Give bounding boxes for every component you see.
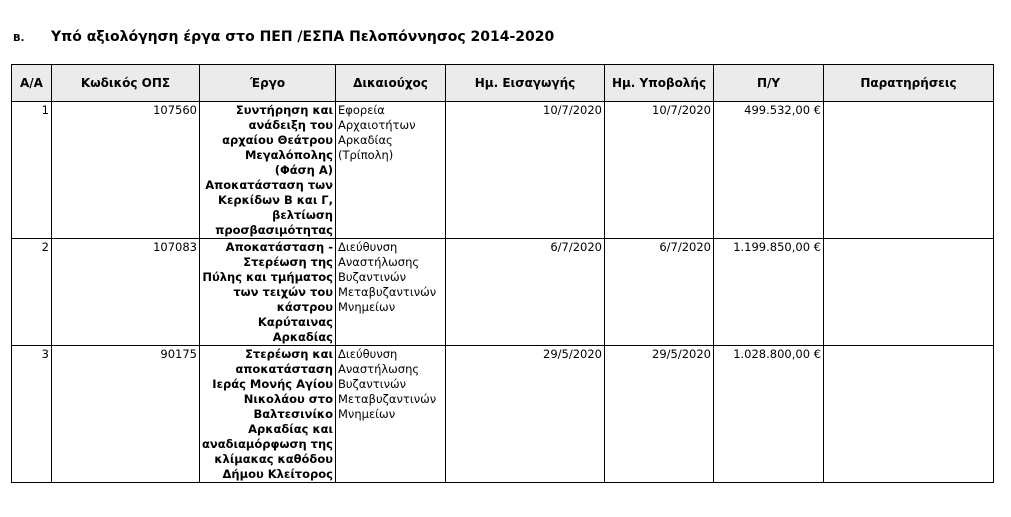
header-notes: Παρατηρήσεις <box>824 65 994 102</box>
row-date-sub: 10/7/2020 <box>605 102 714 239</box>
section-label: Β. <box>13 33 25 44</box>
row-date-in: 6/7/2020 <box>446 239 605 346</box>
table-row <box>12 102 994 239</box>
header-code: Κωδικός ΟΠΣ <box>52 65 200 102</box>
row-notes <box>824 102 994 239</box>
section-title: Υπό αξιολόγηση έργα στο ΠΕΠ /ΕΣΠΑ Πελοπόννησος 2014-2020 <box>51 29 555 45</box>
row-beneficiary: Διεύθυνση Αναστήλωσης Βυζαντινών Μεταβυζαντινών Μνημείων <box>336 239 446 346</box>
row-aa: 2 <box>12 239 52 346</box>
table-row <box>12 346 994 483</box>
row-code: 90175 <box>52 346 200 483</box>
row-date-sub: 6/7/2020 <box>605 239 714 346</box>
row-ergo: Συντήρηση και ανάδειξη του αρχαίου Θεάτρου Μεγαλόπολης (Φάση Α) Αποκατάσταση των Κερκίδων Β και Γ, βελτίωση προσβασιμότητας <box>200 102 336 239</box>
row-budget: 1.028.800,00 € <box>714 346 824 483</box>
table-header-row <box>12 65 994 102</box>
row-date-sub: 29/5/2020 <box>605 346 714 483</box>
row-date-in: 10/7/2020 <box>446 102 605 239</box>
row-date-in: 29/5/2020 <box>446 346 605 483</box>
header-ergo: Έργο <box>200 65 336 102</box>
row-notes <box>824 346 994 483</box>
row-ergo: Αποκατάσταση - Στερέωση της Πύλης και τμήματος των τειχών του κάστρου Καρύταινας Αρκαδίας <box>200 239 336 346</box>
row-budget: 499.532,00 € <box>714 102 824 239</box>
row-budget: 1.199.850,00 € <box>714 239 824 346</box>
row-beneficiary: Διεύθυνση Αναστήλωσης Βυζαντινών Μεταβυζαντινών Μνημείων <box>336 346 446 483</box>
row-code: 107560 <box>52 102 200 239</box>
row-beneficiary: Εφορεία Αρχαιοτήτων Αρκαδίας (Τρίπολη) <box>336 102 446 239</box>
row-aa: 1 <box>12 102 52 239</box>
header-aa: Α/Α <box>12 65 52 102</box>
header-beneficiary: Δικαιούχος <box>336 65 446 102</box>
header-date-sub: Ημ. Υποβολής <box>605 65 714 102</box>
projects-table <box>11 64 994 483</box>
table-row <box>12 239 994 346</box>
row-code: 107083 <box>52 239 200 346</box>
header-budget: Π/Υ <box>714 65 824 102</box>
row-notes <box>824 239 994 346</box>
row-aa: 3 <box>12 346 52 483</box>
header-date-in: Ημ. Εισαγωγής <box>446 65 605 102</box>
row-ergo: Στερέωση και αποκατάσταση Ιεράς Μονής Αγίου Νικολάου στο Βαλτεσινίκο Αρκαδίας και αναδιαμόρφωση της κλίμακας καθόδου Δήμου Κλείτορος <box>200 346 336 483</box>
